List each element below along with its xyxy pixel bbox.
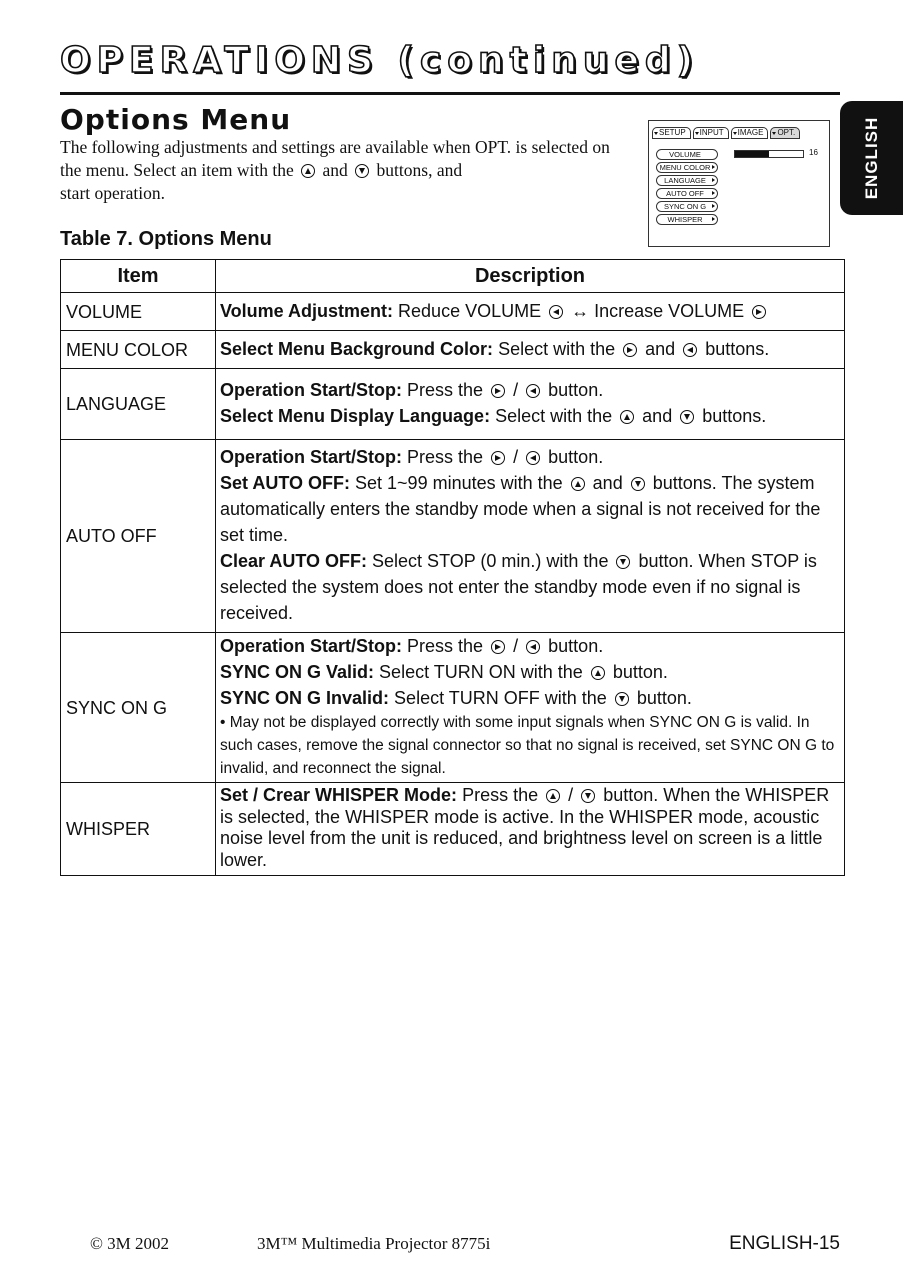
description-cell (216, 440, 845, 633)
desc-text: button. (548, 380, 604, 400)
osd-item-sync-on-g: SYNC ON G (656, 201, 718, 212)
desc-line (220, 685, 840, 711)
sync-on-g-note: • May not be displayed correctly with some input signals when SYNC ON G is valid. In such cases, remove the signal connector so that no signal is received, set SYNC ON G to invalid, and reconnect the signal. (220, 714, 835, 777)
up-button-icon (301, 164, 315, 178)
intro-text-3: and (322, 160, 348, 180)
osd-item-auto-off: AUTO OFF (656, 188, 718, 199)
desc-label: Set / Crear WHISPER Mode: (220, 785, 458, 805)
up-button-icon (571, 477, 585, 491)
left-button-icon (526, 451, 540, 465)
down-button-icon (355, 164, 369, 178)
up-button-icon (620, 410, 634, 424)
desc-text: Select with the (498, 338, 616, 359)
down-button-icon (581, 789, 595, 803)
down-button-icon (616, 555, 630, 569)
left-button-icon (526, 640, 540, 654)
down-button-icon (680, 410, 694, 424)
item-cell: MENU COLOR (61, 331, 216, 369)
description-cell (216, 369, 845, 440)
intro-text-1: The following adjustments and settings are available when OPT. is (60, 137, 528, 157)
desc-text: Press the (462, 785, 539, 805)
desc-label: Operation Start/Stop: (220, 380, 403, 400)
desc-label: Volume Adjustment: (220, 300, 394, 321)
desc-text: and (592, 473, 623, 493)
desc-line (220, 377, 840, 403)
footer-page-number: ENGLISH-15 (729, 1233, 840, 1254)
desc-text: button. (548, 447, 604, 467)
osd-item-language: LANGUAGE (656, 175, 718, 186)
right-button-icon (491, 640, 505, 654)
right-button-icon (752, 305, 766, 319)
description-cell (216, 331, 845, 369)
osd-menu-illustration (648, 120, 830, 247)
desc-text: / (513, 447, 519, 467)
description-cell (216, 783, 845, 876)
page-title: OPERATIONS (continued) (60, 40, 700, 81)
desc-text: buttons. (702, 406, 767, 426)
table-row-whisper (61, 783, 845, 876)
language-side-tab (840, 101, 903, 215)
desc-text: Reduce VOLUME (398, 300, 542, 321)
osd-tab-image: IMAGE (731, 127, 769, 139)
desc-label: SYNC ON G Invalid: (220, 688, 390, 708)
footer-product: 3M™ Multimedia Projector 8775i (257, 1234, 491, 1253)
desc-line (220, 403, 840, 429)
down-button-icon (631, 477, 645, 491)
desc-text: Set 1~99 minutes with the (355, 473, 563, 493)
osd-volume-bar-fill (735, 151, 769, 157)
options-table (60, 259, 845, 876)
item-cell: VOLUME (61, 293, 216, 331)
desc-line (220, 633, 840, 659)
desc-label: SYNC ON G Valid: (220, 662, 375, 682)
item-cell: SYNC ON G (61, 633, 216, 783)
table-header-row (61, 260, 845, 293)
osd-tab-input: INPUT (693, 127, 729, 139)
desc-text: buttons. (705, 338, 770, 359)
desc-label: Operation Start/Stop: (220, 636, 403, 656)
desc-text: / (513, 380, 519, 400)
desc-text: and (642, 406, 673, 426)
osd-tab-setup: SETUP (652, 127, 691, 139)
right-button-icon (491, 451, 505, 465)
table-row-menu-color (61, 331, 845, 369)
desc-text: Select with the (495, 406, 613, 426)
intro-text-2: selected on the menu. Select an item with the (60, 137, 610, 180)
left-button-icon (549, 305, 563, 319)
desc-text: Select TURN OFF with the (394, 688, 607, 708)
desc-text: button. When the WHISPER is selected, the WHISPER mode is active. In the WHISPER mode, acoustic noise level from the unit is reduced, and brightness level on screen is a little lower. (220, 785, 830, 870)
osd-tabs (652, 127, 800, 139)
table-row-sync-on-g (61, 633, 845, 783)
table-row-language (61, 369, 845, 440)
osd-item-list (656, 149, 718, 227)
desc-text: and (645, 338, 676, 359)
section-heading: Options Menu (60, 103, 292, 136)
table-row-auto-off (61, 440, 845, 633)
osd-volume-value: 16 (809, 148, 818, 157)
desc-text: button. (636, 688, 692, 708)
left-button-icon (683, 343, 697, 357)
item-cell: WHISPER (61, 783, 216, 876)
osd-item-whisper: WHISPER (656, 214, 718, 225)
desc-text: Select TURN ON with the (379, 662, 583, 682)
desc-label: Select Menu Background Color: (220, 338, 494, 359)
desc-text: Press the (407, 447, 484, 467)
intro-text-4: buttons, and (376, 160, 463, 180)
left-button-icon (526, 384, 540, 398)
item-cell: LANGUAGE (61, 369, 216, 440)
desc-text: Press the (407, 380, 484, 400)
desc-label: Set AUTO OFF: (220, 473, 350, 493)
description-cell (216, 633, 845, 783)
osd-item-volume: VOLUME (656, 149, 718, 160)
desc-text: buttons. The system automatically enters the standby mode when a signal is not received for the set time. (220, 473, 821, 545)
footer-copyright: © 3M 2002 (90, 1234, 170, 1253)
desc-text: Press the (407, 636, 484, 656)
desc-line (220, 659, 840, 685)
desc-label: Clear AUTO OFF: (220, 551, 368, 571)
desc-label: Operation Start/Stop: (220, 447, 403, 467)
column-header-description: Description (216, 260, 845, 293)
right-button-icon (623, 343, 637, 357)
down-button-icon (615, 692, 629, 706)
intro-text-5: start operation. (60, 183, 165, 203)
column-header-item: Item (61, 260, 216, 293)
right-button-icon (491, 384, 505, 398)
osd-volume-bar (734, 150, 804, 158)
desc-text: ↔ Increase VOLUME (571, 300, 745, 321)
desc-text: button. (548, 636, 604, 656)
desc-line (220, 444, 840, 470)
side-tab-label: ENGLISH (861, 116, 881, 200)
desc-text: Select STOP (0 min.) with the (372, 551, 609, 571)
desc-text: / (513, 636, 519, 656)
desc-line (220, 470, 840, 548)
desc-line (220, 548, 840, 626)
desc-text: button. (612, 662, 668, 682)
description-cell (216, 293, 845, 331)
up-button-icon (546, 789, 560, 803)
table-row-volume (61, 293, 845, 331)
item-cell: AUTO OFF (61, 440, 216, 633)
desc-text: button. When STOP is selected the system does not enter the standby mode even if no signal is received. (220, 551, 817, 623)
intro-paragraph (60, 136, 630, 205)
desc-label: Select Menu Display Language: (220, 406, 491, 426)
osd-item-menu-color: MENU COLOR (656, 162, 718, 173)
desc-text: / (568, 785, 574, 805)
title-rule (60, 92, 840, 95)
osd-tab-opt: OPT. (770, 127, 800, 139)
up-button-icon (591, 666, 605, 680)
table-caption: Table 7. Options Menu (60, 228, 272, 250)
